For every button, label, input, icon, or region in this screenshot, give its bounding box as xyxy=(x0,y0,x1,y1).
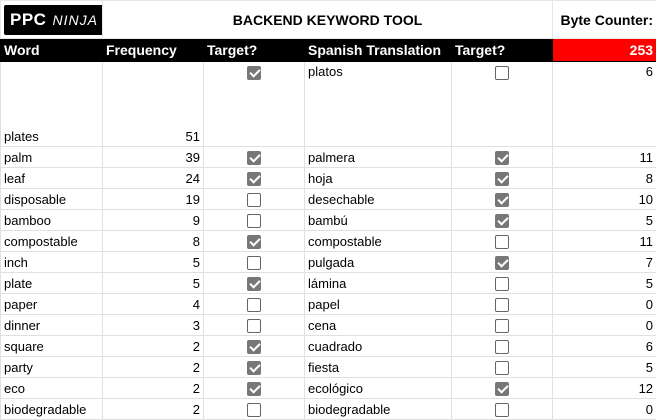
table-row xyxy=(1,315,656,336)
spanish-cell[interactable]: platos xyxy=(305,62,452,147)
spanish-cell[interactable]: fiesta xyxy=(305,357,452,378)
table-row xyxy=(1,399,656,420)
target-cell[interactable] xyxy=(204,62,305,147)
target-spanish-checkbox[interactable] xyxy=(495,403,509,417)
target-spanish-cell[interactable] xyxy=(452,378,553,399)
target-spanish-checkbox[interactable] xyxy=(495,256,509,270)
frequency-cell[interactable]: 8 xyxy=(103,231,204,252)
word-cell[interactable]: dinner xyxy=(1,315,103,336)
target-checkbox[interactable] xyxy=(247,256,261,270)
spanish-cell[interactable]: pulgada xyxy=(305,252,452,273)
col-header-target[interactable]: Target? xyxy=(204,39,305,62)
target-spanish-cell[interactable] xyxy=(452,210,553,231)
target-spanish-cell[interactable] xyxy=(452,62,553,147)
byte-count-cell[interactable]: 0 xyxy=(553,315,656,336)
word-cell[interactable]: party xyxy=(1,357,103,378)
word-cell[interactable]: palm xyxy=(1,147,103,168)
table-row xyxy=(1,168,656,189)
word-cell[interactable]: biodegradable xyxy=(1,399,103,420)
frequency-cell[interactable]: 2 xyxy=(103,336,204,357)
byte-count-cell[interactable]: 6 xyxy=(553,62,656,147)
target-spanish-cell[interactable] xyxy=(452,189,553,210)
target-spanish-cell[interactable] xyxy=(452,147,553,168)
target-spanish-cell[interactable] xyxy=(452,399,553,420)
byte-counter-label[interactable]: Byte Counter: xyxy=(553,1,656,39)
target-cell[interactable] xyxy=(204,294,305,315)
target-spanish-checkbox[interactable] xyxy=(495,277,509,291)
byte-count-cell[interactable]: 7 xyxy=(553,252,656,273)
byte-count-cell[interactable]: 12 xyxy=(553,378,656,399)
spanish-cell[interactable]: hoja xyxy=(305,168,452,189)
frequency-cell[interactable]: 2 xyxy=(103,399,204,420)
spanish-cell[interactable]: palmera xyxy=(305,147,452,168)
frequency-cell[interactable]: 5 xyxy=(103,252,204,273)
spanish-cell[interactable]: biodegradable xyxy=(305,399,452,420)
spanish-cell[interactable]: bambú xyxy=(305,210,452,231)
target-cell[interactable] xyxy=(204,252,305,273)
target-checkbox[interactable] xyxy=(247,193,261,207)
target-spanish-cell[interactable] xyxy=(452,273,553,294)
spanish-cell[interactable]: lámina xyxy=(305,273,452,294)
target-spanish-checkbox[interactable] xyxy=(495,319,509,333)
target-spanish-cell[interactable] xyxy=(452,294,553,315)
target-cell[interactable] xyxy=(204,210,305,231)
logo-secondary: NINJA xyxy=(52,12,97,28)
word-cell[interactable]: leaf xyxy=(1,168,103,189)
col-header-frequency[interactable]: Frequency xyxy=(103,39,204,62)
target-spanish-cell[interactable] xyxy=(452,168,553,189)
target-cell[interactable] xyxy=(204,399,305,420)
frequency-cell[interactable]: 5 xyxy=(103,273,204,294)
target-checkbox[interactable] xyxy=(247,340,261,354)
byte-count-cell[interactable]: 0 xyxy=(553,399,656,420)
target-cell[interactable] xyxy=(204,315,305,336)
target-cell[interactable] xyxy=(204,168,305,189)
target-spanish-checkbox[interactable] xyxy=(495,214,509,228)
word-cell[interactable]: bamboo xyxy=(1,210,103,231)
byte-count-cell[interactable]: 11 xyxy=(553,231,656,252)
target-spanish-checkbox[interactable] xyxy=(495,361,509,375)
target-cell[interactable] xyxy=(204,189,305,210)
word-cell[interactable]: eco xyxy=(1,378,103,399)
target-cell[interactable] xyxy=(204,231,305,252)
target-spanish-checkbox[interactable] xyxy=(495,151,509,165)
spanish-cell[interactable]: cena xyxy=(305,315,452,336)
target-checkbox[interactable] xyxy=(247,319,261,333)
byte-count-cell[interactable]: 5 xyxy=(553,273,656,294)
word-cell[interactable]: disposable xyxy=(1,189,103,210)
target-spanish-cell[interactable] xyxy=(452,231,553,252)
target-checkbox[interactable] xyxy=(247,66,261,80)
word-cell[interactable]: compostable xyxy=(1,231,103,252)
target-spanish-checkbox[interactable] xyxy=(495,340,509,354)
target-spanish-checkbox[interactable] xyxy=(495,235,509,249)
target-spanish-checkbox[interactable] xyxy=(495,382,509,396)
target-checkbox[interactable] xyxy=(247,361,261,375)
byte-count-cell[interactable]: 10 xyxy=(553,189,656,210)
target-spanish-cell[interactable] xyxy=(452,336,553,357)
word-cell[interactable]: paper xyxy=(1,294,103,315)
word-cell[interactable]: plate xyxy=(1,273,103,294)
target-spanish-cell[interactable] xyxy=(452,357,553,378)
spanish-cell[interactable]: ecológico xyxy=(305,378,452,399)
target-checkbox[interactable] xyxy=(247,403,261,417)
col-header-spanish[interactable]: Spanish Translation xyxy=(305,39,452,62)
target-spanish-checkbox[interactable] xyxy=(495,172,509,186)
target-cell[interactable] xyxy=(204,378,305,399)
col-header-word[interactable]: Word xyxy=(1,39,103,62)
byte-count-cell[interactable]: 5 xyxy=(553,210,656,231)
byte-count-cell[interactable]: 0 xyxy=(553,294,656,315)
table-row xyxy=(1,294,656,315)
frequency-cell[interactable]: 2 xyxy=(103,357,204,378)
byte-count-cell[interactable]: 6 xyxy=(553,336,656,357)
word-cell[interactable]: inch xyxy=(1,252,103,273)
spanish-cell[interactable]: papel xyxy=(305,294,452,315)
logo-primary: PPC xyxy=(10,10,46,30)
target-checkbox[interactable] xyxy=(247,172,261,186)
table-row xyxy=(1,378,656,399)
logo-cell[interactable] xyxy=(1,1,103,39)
target-checkbox[interactable] xyxy=(247,235,261,249)
target-spanish-checkbox[interactable] xyxy=(495,193,509,207)
spanish-cell[interactable]: compostable xyxy=(305,231,452,252)
spanish-cell[interactable]: cuadrado xyxy=(305,336,452,357)
byte-count-cell[interactable]: 8 xyxy=(553,168,656,189)
target-cell[interactable] xyxy=(204,336,305,357)
frequency-cell[interactable]: 51 xyxy=(103,62,204,147)
target-spanish-cell[interactable] xyxy=(452,315,553,336)
target-checkbox[interactable] xyxy=(247,382,261,396)
target-cell[interactable] xyxy=(204,273,305,294)
table-row xyxy=(1,357,656,378)
byte-counter-total[interactable]: 253 xyxy=(553,39,656,62)
target-cell[interactable] xyxy=(204,147,305,168)
header-row xyxy=(1,39,656,62)
byte-count-cell[interactable]: 11 xyxy=(553,147,656,168)
byte-count-cell[interactable]: 5 xyxy=(553,357,656,378)
target-spanish-checkbox[interactable] xyxy=(495,298,509,312)
target-checkbox[interactable] xyxy=(247,298,261,312)
page-title[interactable]: BACKEND KEYWORD TOOL xyxy=(103,1,553,39)
table-row xyxy=(1,336,656,357)
frequency-cell[interactable]: 4 xyxy=(103,294,204,315)
table-row xyxy=(1,210,656,231)
target-checkbox[interactable] xyxy=(247,151,261,165)
frequency-cell[interactable]: 24 xyxy=(103,168,204,189)
table-row xyxy=(1,62,656,147)
word-cell[interactable]: plates xyxy=(1,62,103,147)
table-row xyxy=(1,147,656,168)
spanish-cell[interactable]: desechable xyxy=(305,189,452,210)
target-checkbox[interactable] xyxy=(247,214,261,228)
table-row xyxy=(1,231,656,252)
target-spanish-checkbox[interactable] xyxy=(495,66,509,80)
frequency-cell[interactable]: 9 xyxy=(103,210,204,231)
table-row xyxy=(1,189,656,210)
frequency-cell[interactable]: 19 xyxy=(103,189,204,210)
title-row xyxy=(1,1,656,39)
table-row xyxy=(1,252,656,273)
ppc-ninja-logo xyxy=(4,5,103,35)
target-cell[interactable] xyxy=(204,357,305,378)
word-cell[interactable]: square xyxy=(1,336,103,357)
frequency-cell[interactable]: 3 xyxy=(103,315,204,336)
target-checkbox[interactable] xyxy=(247,277,261,291)
target-spanish-cell[interactable] xyxy=(452,252,553,273)
col-header-target-spanish[interactable]: Target? xyxy=(452,39,553,62)
frequency-cell[interactable]: 39 xyxy=(103,147,204,168)
frequency-cell[interactable]: 2 xyxy=(103,378,204,399)
table-row xyxy=(1,273,656,294)
